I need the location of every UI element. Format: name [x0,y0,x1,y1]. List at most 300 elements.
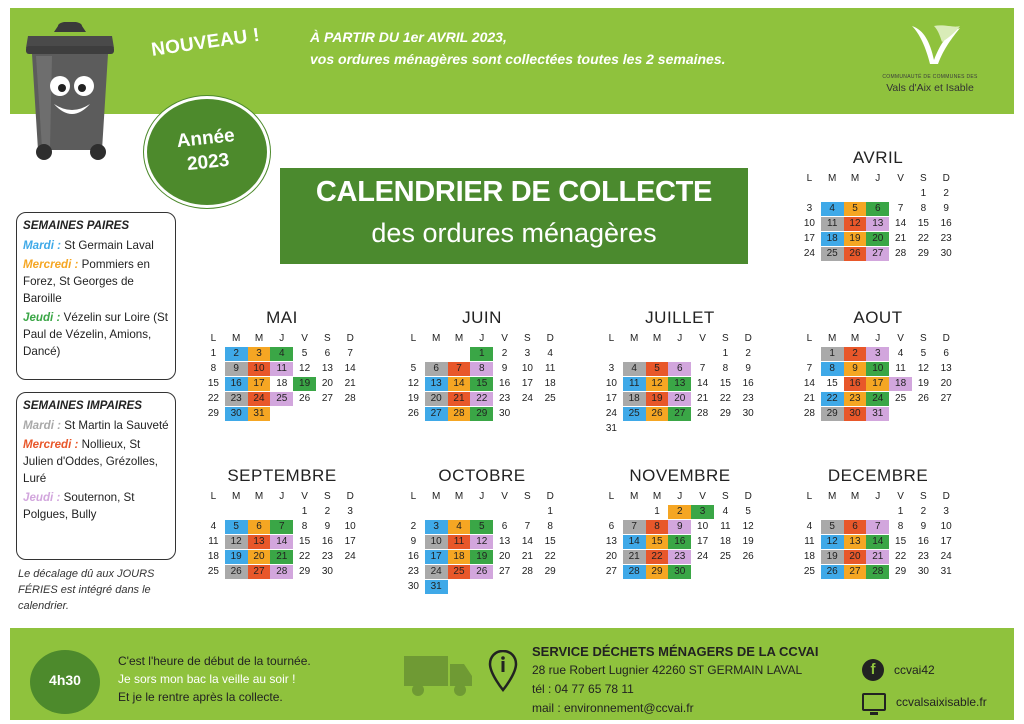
month-grid [798,172,958,261]
collection-day-cell: 3 [248,347,271,361]
collection-day-cell: 12 [844,217,867,231]
day-cell: 9 [943,203,949,214]
time-line-2: Je sors mon bac la veille au soir ! [118,672,296,686]
info-pin-icon [488,650,518,692]
day-cell: 13 [605,536,617,547]
empty-cell [248,505,271,519]
collection-day-cell: 27 [425,407,448,421]
day-cell: 4 [210,521,217,532]
day-cell: 4 [722,506,729,517]
collection-day-cell: 1 [821,347,844,361]
day-cell: 11 [720,521,731,532]
day-cell: 17 [605,393,617,404]
day-cell: 22 [207,393,219,404]
day-cell: 23 [407,566,419,577]
day-cell: 21 [521,551,533,562]
day-cell: 10 [697,521,709,532]
day-cell: 10 [605,378,617,389]
weekday-header: S [324,491,331,502]
weekday-header: S [524,491,531,502]
empty-cell [600,505,623,519]
empty-cell [821,505,844,519]
collection-day-cell: 8 [646,520,669,534]
service-title: SERVICE DÉCHETS MÉNAGERS DE LA CCVAI [532,644,819,659]
week-entry [23,436,169,487]
month-avril [798,148,958,261]
collection-day-cell: 13 [248,535,271,549]
day-cell: 1 [897,506,904,517]
collection-day-cell: 22 [646,550,669,564]
facebook-handle: ccvai42 [894,663,935,677]
empty-cell [798,187,821,201]
day-cell: 1 [722,348,729,359]
weekday-header: M [828,333,837,344]
weekday-header: J [279,491,285,502]
weekday-header: D [942,173,950,184]
odd-weeks-list [23,417,169,523]
day-cell: 9 [410,536,417,547]
day-cell: 28 [895,248,907,259]
day-cell: 22 [719,393,731,404]
day-cell: 4 [897,348,904,359]
day-cell: 9 [324,521,331,532]
day-cell: 17 [697,536,709,547]
week-entry-communes: Pommiers en Forez, St Georges de Baroille [23,258,150,305]
day-cell: 1 [210,348,217,359]
day-cell: 8 [920,203,927,214]
day-cell: 24 [521,393,533,404]
day-cell: 2 [501,348,508,359]
service-phone: tél : 04 77 65 78 11 [532,682,634,696]
empty-cell [470,505,493,519]
day-cell: 20 [605,551,617,562]
month-septembre [202,466,362,579]
collection-day-cell: 6 [248,520,271,534]
empty-cell [425,505,448,519]
day-cell: 8 [301,521,308,532]
collection-day-cell: 5 [225,520,248,534]
day-cell: 16 [321,536,333,547]
collection-day-cell: 6 [866,202,889,216]
truck-icon [404,652,474,698]
day-cell: 18 [276,378,288,389]
month-octobre [402,466,562,594]
day-cell: 29 [299,566,311,577]
collection-day-cell: 17 [248,377,271,391]
collection-day-cell: 29 [646,565,669,579]
weekday-header: V [897,333,904,344]
collection-day-cell: 12 [821,535,844,549]
day-cell: 30 [407,581,419,592]
logo-subtitle: COMMUNAUTÉ DE COMMUNES DES [882,74,978,80]
collection-day-cell: 20 [248,550,271,564]
day-cell: 15 [895,536,907,547]
day-cell: 28 [344,393,356,404]
collection-day-cell: 3 [866,347,889,361]
weekday-header: M [432,491,441,502]
empty-cell [202,505,225,519]
week-entry-communes: St Martin la Sauveté [61,419,169,432]
day-cell: 22 [917,233,929,244]
collection-day-cell: 11 [821,217,844,231]
month-grid [600,490,760,579]
weekday-header: S [722,333,729,344]
day-cell: 2 [410,521,417,532]
collection-day-cell: 7 [270,520,293,534]
weekday-header: D [546,333,554,344]
day-cell: 15 [299,536,311,547]
week-entry-day: Jeudi : [23,311,61,324]
day-cell: 11 [804,536,815,547]
weekday-header: L [608,333,615,344]
day-cell: 4 [806,521,813,532]
day-cell: 15 [826,378,838,389]
weekday-header: S [920,173,927,184]
day-cell: 2 [943,188,949,199]
day-cell: 20 [321,378,333,389]
collection-day-cell: 14 [270,535,293,549]
day-cell: 23 [917,551,929,562]
empty-cell [516,505,539,519]
collection-day-cell: 18 [821,232,844,246]
month-novembre [600,466,760,579]
weekday-header: L [806,173,813,184]
even-weeks-title: SEMAINES PAIRES [23,219,130,232]
day-cell: 27 [605,566,617,577]
day-cell: 12 [299,363,311,374]
month-name: DECEMBRE [827,466,929,485]
day-cell: 7 [347,348,353,359]
collection-day-cell: 9 [668,520,691,534]
collection-day-cell: 21 [866,550,889,564]
collection-day-cell: 10 [866,362,889,376]
weekday-header: L [210,491,217,502]
page-title: CALENDRIER DE COLLECTE [315,176,713,208]
collection-day-cell: 26 [821,565,844,579]
even-weeks-box [16,212,176,380]
day-cell: 15 [544,536,556,547]
collection-day-cell: 11 [623,377,646,391]
day-cell: 18 [719,536,731,547]
collection-day-cell: 24 [425,565,448,579]
day-cell: 24 [940,551,952,562]
collection-day-cell: 19 [821,550,844,564]
empty-cell [844,505,867,519]
day-cell: 5 [745,506,751,517]
day-cell: 10 [344,521,356,532]
day-cell: 30 [742,408,754,419]
weekday-header: J [479,491,485,502]
collection-day-cell: 25 [270,392,293,406]
collection-day-cell: 31 [425,580,448,594]
month-name: NOVEMBRE [629,466,731,485]
weekday-header: M [652,333,662,344]
collection-day-cell: 20 [668,392,691,406]
collection-day-cell: 21 [623,550,646,564]
empty-cell [866,187,889,201]
empty-cell [798,347,821,361]
day-cell: 20 [940,378,952,389]
collection-day-cell: 8 [470,362,493,376]
time-badge [30,650,100,714]
day-cell: 16 [499,378,511,389]
weekday-header: L [410,333,417,344]
month-decembre [798,466,958,579]
empty-cell [270,505,293,519]
day-cell: 6 [943,348,949,359]
day-cell: 25 [803,566,815,577]
day-cell: 30 [940,248,952,259]
day-cell: 3 [608,363,615,374]
day-cell: 12 [742,521,754,532]
empty-cell [668,347,691,361]
weekday-header: L [608,491,615,502]
day-cell: 22 [544,551,556,562]
collection-day-cell: 4 [448,520,471,534]
collection-day-cell: 12 [470,535,493,549]
day-cell: 7 [806,363,813,374]
weekday-header: L [410,491,417,502]
day-cell: 25 [207,566,219,577]
weekday-header: J [677,333,683,344]
time-line-3: Et je le rentre après la collecte. [118,690,283,704]
day-cell: 4 [547,348,553,359]
day-cell: 14 [521,536,533,547]
day-cell: 20 [499,551,511,562]
month-grid [798,332,958,421]
collection-day-cell: 30 [225,407,248,421]
collection-day-cell: 28 [448,407,471,421]
collection-day-cell: 20 [844,550,867,564]
holiday-note: Le décalage dû aux JOURS FÉRIES est intégré dans le calendrier. [18,568,155,612]
collection-day-cell: 1 [470,347,493,361]
week-entry-communes: St Germain Laval [61,239,154,252]
empty-cell [493,505,516,519]
weekday-header: D [546,491,554,502]
day-cell: 6 [324,348,331,359]
weekday-header: M [630,333,639,344]
monitor-icon [862,693,886,711]
day-cell: 21 [697,393,709,404]
empty-cell [600,347,623,361]
collection-day-cell: 18 [623,392,646,406]
collection-day-cell: 21 [270,550,293,564]
day-cell: 26 [299,393,311,404]
day-cell: 17 [344,536,356,547]
day-cell: 27 [321,393,333,404]
day-cell: 24 [344,551,356,562]
collection-day-cell: 14 [623,535,646,549]
day-cell: 11 [208,536,219,547]
day-cell: 3 [524,348,531,359]
weekday-header: L [806,491,813,502]
collection-day-cell: 26 [225,565,248,579]
collection-day-cell: 9 [225,362,248,376]
collection-day-cell: 4 [270,347,293,361]
day-cell: 26 [742,551,754,562]
weekday-header: D [942,333,950,344]
day-cell: 5 [410,363,417,374]
day-cell: 16 [940,218,952,229]
weekday-header: S [920,491,927,502]
day-cell: 16 [917,536,929,547]
weekday-header: M [652,491,662,502]
day-cell: 16 [407,551,419,562]
collection-day-cell: 19 [225,550,248,564]
weekday-header: S [324,333,331,344]
weekday-header: V [897,173,904,184]
start-time: 4h30 [49,672,81,688]
day-cell: 1 [547,506,553,517]
collection-day-cell: 20 [425,392,448,406]
title-box [280,168,748,264]
ccvai-logo [870,22,990,102]
weekday-header: D [744,491,752,502]
service-address: 28 rue Robert Lugnier 42260 ST GERMAIN LAVAL [532,663,803,677]
day-cell: 23 [499,393,511,404]
collection-day-cell: 26 [470,565,493,579]
collection-day-cell: 29 [470,407,493,421]
weekday-header: J [875,173,881,184]
week-entry-day: Mardi : [23,239,62,252]
collection-day-cell: 13 [866,217,889,231]
day-cell: 9 [745,363,751,374]
week-entry [23,237,169,254]
day-cell: 5 [301,348,308,359]
day-cell: 28 [521,566,533,577]
month-name: AVRIL [852,148,904,167]
day-cell: 7 [699,363,706,374]
empty-cell [425,347,448,361]
day-cell: 2 [745,348,751,359]
day-cell: 14 [697,378,709,389]
day-cell: 12 [407,378,419,389]
week-entry-communes: Souternon, St Polgues, Bully [23,491,135,521]
collection-day-cell: 15 [646,535,669,549]
day-cell: 1 [920,188,927,199]
collection-day-cell: 30 [668,565,691,579]
collection-day-cell: 2 [225,347,248,361]
day-cell: 13 [940,363,952,374]
day-cell: 12 [917,363,929,374]
weekday-header: M [254,333,264,344]
day-cell: 10 [521,363,533,374]
logo-mark-icon [894,22,964,66]
weekday-header: V [699,333,706,344]
day-cell: 15 [719,378,731,389]
weekday-header: S [920,333,927,344]
collection-day-cell: 11 [448,535,471,549]
day-cell: 15 [207,378,219,389]
day-cell: 5 [920,348,927,359]
odd-weeks-box [16,392,176,560]
day-cell: 26 [407,408,419,419]
collection-day-cell: 19 [293,377,316,391]
weekday-header: M [432,333,441,344]
weekday-header: J [279,333,285,344]
website-url: ccvalsaixisable.fr [896,695,987,709]
collection-day-cell: 29 [821,407,844,421]
collection-day-cell: 23 [225,392,248,406]
month-grid [600,332,760,436]
collection-day-cell: 23 [844,392,867,406]
day-cell: 7 [524,521,531,532]
announcement [310,26,726,70]
day-cell: 30 [499,408,511,419]
year-label: Année [175,125,236,153]
collection-day-cell: 19 [646,392,669,406]
weekday-header: V [897,491,904,502]
day-cell: 3 [806,203,813,214]
service-email[interactable]: mail : environnement@ccvai.fr [532,701,694,715]
empty-cell [623,347,646,361]
day-cell: 29 [544,566,556,577]
collection-day-cell: 4 [821,202,844,216]
collection-day-cell: 5 [821,520,844,534]
collection-day-cell: 3 [425,520,448,534]
day-cell: 16 [742,378,754,389]
weekday-header: M [232,333,241,344]
day-cell: 19 [742,536,754,547]
collection-day-cell: 26 [844,247,867,261]
facebook-link[interactable] [862,654,987,686]
weekday-header: V [501,491,508,502]
day-cell: 18 [803,551,815,562]
weekday-header: V [501,333,508,344]
day-cell: 2 [920,506,927,517]
day-cell: 29 [895,566,907,577]
empty-cell [844,187,867,201]
odd-weeks-title: SEMAINES IMPAIRES [23,399,142,412]
weekday-header: M [828,173,837,184]
collection-day-cell: 23 [668,550,691,564]
day-cell: 19 [917,378,929,389]
week-entry-day: Jeudi : [23,491,61,504]
collection-day-cell: 6 [425,362,448,376]
collection-day-cell: 12 [225,535,248,549]
day-cell: 24 [803,248,815,259]
even-weeks-list [23,237,169,360]
collection-day-cell: 26 [646,407,669,421]
day-cell: 27 [499,566,511,577]
collection-day-cell: 17 [866,377,889,391]
day-cell: 11 [895,363,906,374]
collection-day-cell: 13 [668,377,691,391]
month-grid [402,332,562,421]
month-grid [402,490,562,594]
month-name: JUILLET [645,308,715,327]
weekday-header: S [722,491,729,502]
day-cell: 17 [521,378,533,389]
collection-day-cell: 19 [470,550,493,564]
collection-day-cell: 2 [844,347,867,361]
empty-cell [889,187,912,201]
day-cell: 21 [344,378,356,389]
day-cell: 29 [719,408,731,419]
collection-day-cell: 27 [248,565,271,579]
day-cell: 23 [742,393,754,404]
year-badge [144,96,270,208]
collection-day-cell: 28 [270,565,293,579]
day-cell: 9 [501,363,508,374]
weekday-header: S [524,333,531,344]
collection-day-cell: 5 [844,202,867,216]
website-link[interactable] [862,686,987,718]
collection-day-cell: 5 [646,362,669,376]
day-cell: 10 [803,218,815,229]
empty-cell [402,505,425,519]
day-cell: 17 [940,536,952,547]
